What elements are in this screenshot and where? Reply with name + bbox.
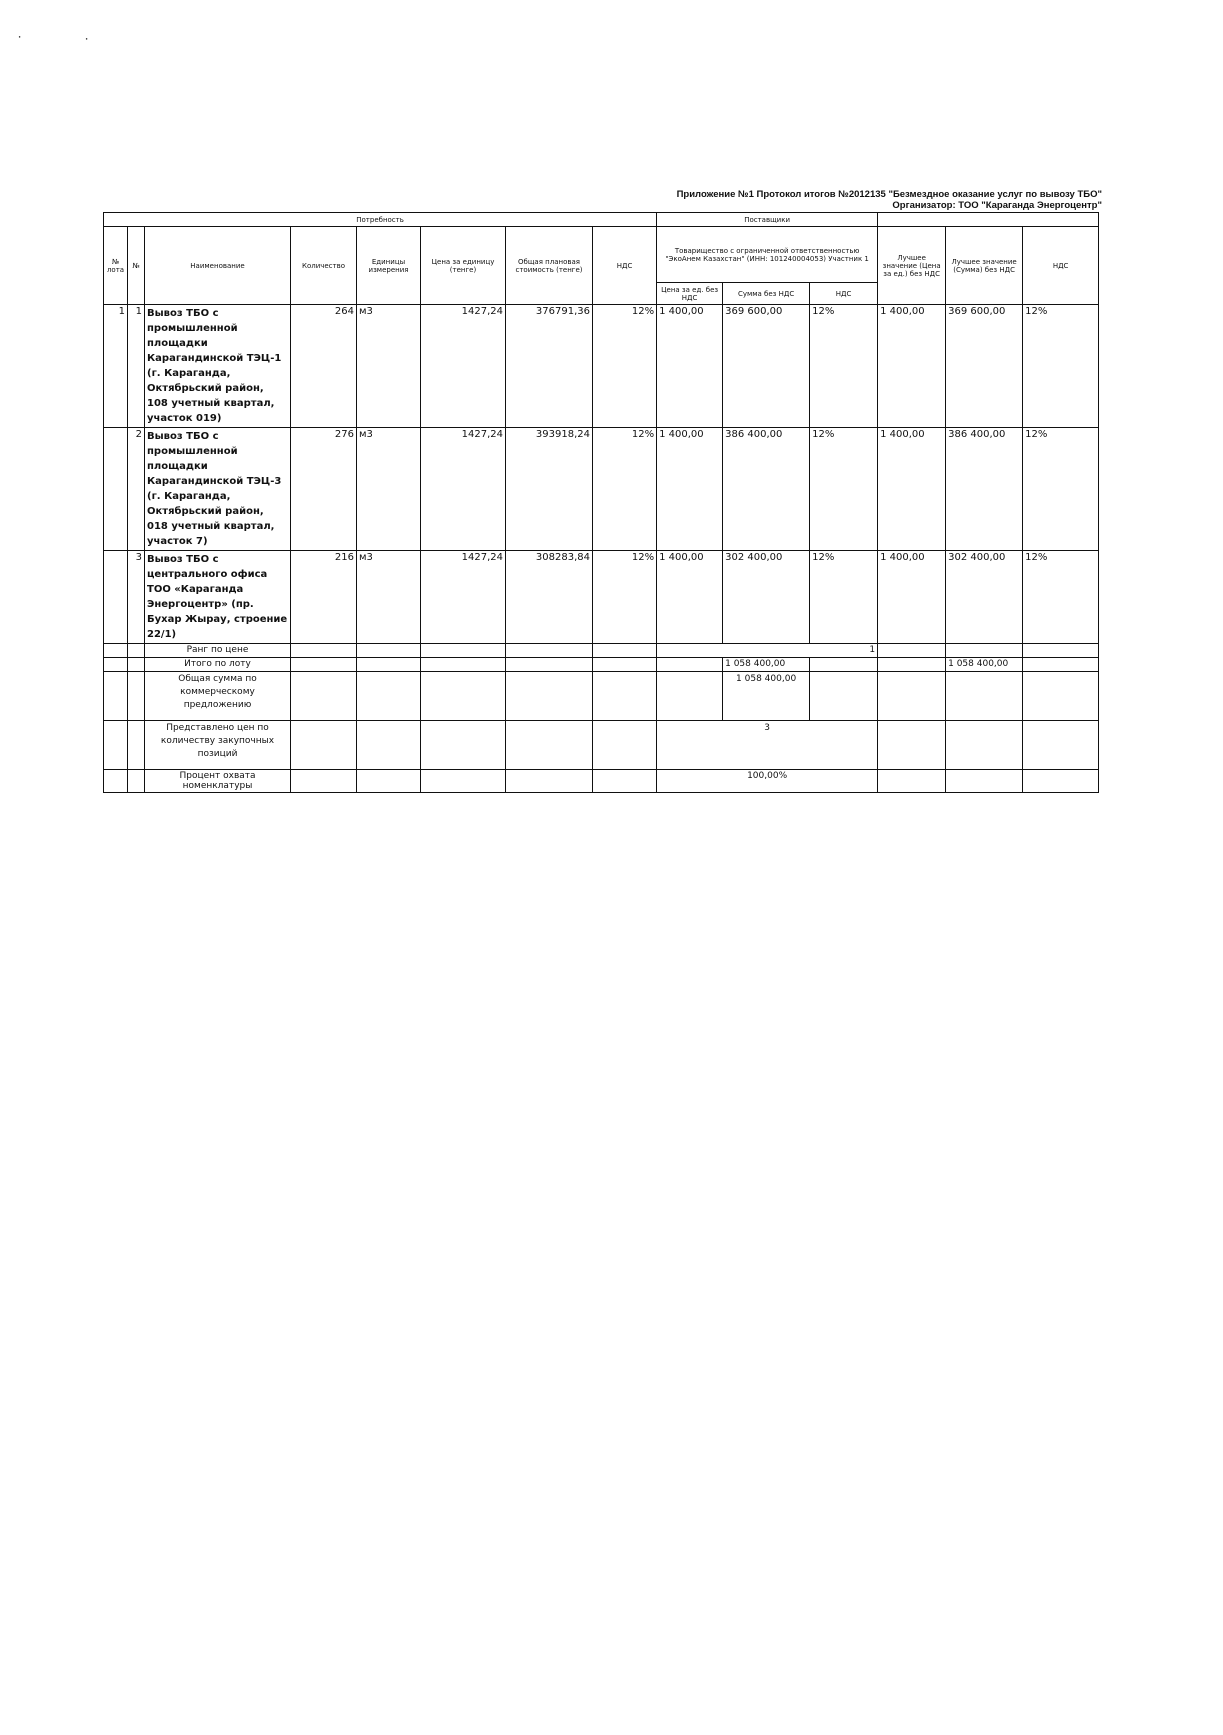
best-vat-cell: 12% — [1023, 305, 1099, 428]
best-vat-cell: 12% — [1023, 428, 1099, 551]
no-cell: 3 — [128, 551, 145, 644]
unit-price-header: Цена за единицу (тенге) — [421, 227, 506, 305]
no-cell: 1 — [128, 305, 145, 428]
best-price-header: Лучшее значение (Цена за ед.) без НДС — [878, 227, 946, 305]
rank-row — [104, 644, 1099, 658]
coverage-label: Процент охвата номенклатуры — [145, 770, 291, 793]
blank-group-header — [878, 213, 1099, 227]
qty-cell: 264 — [291, 305, 357, 428]
supplier-sum-cell: 369 600,00 — [723, 305, 810, 428]
best-price-cell: 1 400,00 — [878, 551, 946, 644]
qty-header: Количество — [291, 227, 357, 305]
lot-total-best: 1 058 400,00 — [946, 658, 1023, 672]
commercial-total-row — [104, 672, 1099, 721]
total-cost-header: Общая плановая стоимость (тенге) — [506, 227, 593, 305]
unit-price-cell: 1427,24 — [421, 428, 506, 551]
best-sum-cell: 369 600,00 — [946, 305, 1023, 428]
commercial-label: Общая сумма по коммерческому предложению — [145, 672, 291, 721]
column-header-row — [104, 227, 1099, 283]
lot-no-header: № лота — [104, 227, 128, 305]
name-cell: Вывоз ТБО с промышленной площадки Карагандинской ТЭЦ-1 (г. Караганда, Октябрьский район, 108 учетный квартал, участок 019) — [145, 305, 291, 428]
best-vat-cell: 12% — [1023, 551, 1099, 644]
supplier-vat-cell: 12% — [810, 428, 878, 551]
supplier-vat-header: НДС — [810, 283, 878, 305]
organizer-line: Организатор: ТОО "Караганда Энергоцентр" — [892, 200, 1102, 211]
supplier-price-cell: 1 400,00 — [657, 305, 723, 428]
rank-label: Ранг по цене — [145, 644, 291, 658]
unit-price-cell: 1427,24 — [421, 305, 506, 428]
scan-speck: ⸱ — [18, 30, 22, 44]
supplier-name-header: Товарищество с ограниченной ответственностью "ЭкоАнем Казахстан" (ИНН: 101240004053) Участник 1 — [657, 227, 878, 283]
lot-cell — [104, 551, 128, 644]
table-row — [104, 305, 1099, 428]
vat-cell: 12% — [593, 428, 657, 551]
lot-cell — [104, 428, 128, 551]
name-cell: Вывоз ТБО с промышленной площадки Карагандинской ТЭЦ-3 (г. Караганда, Октябрьский район, 018 учетный квартал, участок 7) — [145, 428, 291, 551]
total-cost-cell: 376791,36 — [506, 305, 593, 428]
best-sum-cell: 302 400,00 — [946, 551, 1023, 644]
best-sum-cell: 386 400,00 — [946, 428, 1023, 551]
positions-label: Представлено цен по количеству закупочных позиций — [145, 721, 291, 770]
name-cell: Вывоз ТБО с центрального офиса ТОО «Караганда Энергоцентр» (пр. Бухар Жырау, строение 22/1) — [145, 551, 291, 644]
vat-cell: 12% — [593, 551, 657, 644]
total-cost-cell: 393918,24 — [506, 428, 593, 551]
supplier-price-cell: 1 400,00 — [657, 551, 723, 644]
coverage-row — [104, 770, 1099, 793]
no-cell: 2 — [128, 428, 145, 551]
scan-speck: ⸱ — [85, 32, 89, 46]
unit-header: Единицы измерения — [357, 227, 421, 305]
qty-cell: 276 — [291, 428, 357, 551]
no-header: № — [128, 227, 145, 305]
need-group-header: Потребность — [104, 213, 657, 227]
positions-row — [104, 721, 1099, 770]
lot-total-label: Итого по лоту — [145, 658, 291, 672]
supplier-vat-cell: 12% — [810, 551, 878, 644]
lot-total-value: 1 058 400,00 — [723, 658, 810, 672]
positions-value: 3 — [657, 721, 878, 770]
best-sum-header: Лучшее значение (Сумма) без НДС — [946, 227, 1023, 305]
supplier-sum-cell: 302 400,00 — [723, 551, 810, 644]
supplier-price-cell: 1 400,00 — [657, 428, 723, 551]
vat-header: НДС — [593, 227, 657, 305]
supplier-vat-cell: 12% — [810, 305, 878, 428]
unit-cell: м3 — [357, 428, 421, 551]
vat-cell: 12% — [593, 305, 657, 428]
supplier-sum-cell: 386 400,00 — [723, 428, 810, 551]
best-vat-header: НДС — [1023, 227, 1099, 305]
commercial-value: 1 058 400,00 — [723, 672, 810, 721]
coverage-value: 100,00% — [657, 770, 878, 793]
unit-cell: м3 — [357, 551, 421, 644]
lot-total-row — [104, 658, 1099, 672]
table-row — [104, 551, 1099, 644]
unit-cell: м3 — [357, 305, 421, 428]
protocol-title: Приложение №1 Протокол итогов №2012135 "Безмездное оказание услуг по вывозу ТБО" — [676, 189, 1102, 200]
lot-cell: 1 — [104, 305, 128, 428]
name-header: Наименование — [145, 227, 291, 305]
best-price-cell: 1 400,00 — [878, 305, 946, 428]
table-row — [104, 428, 1099, 551]
total-cost-cell: 308283,84 — [506, 551, 593, 644]
price-no-vat-header: Цена за ед. без НДС — [657, 283, 723, 305]
best-price-cell: 1 400,00 — [878, 428, 946, 551]
group-header-row — [104, 213, 1099, 227]
sum-no-vat-header: Сумма без НДС — [723, 283, 810, 305]
qty-cell: 216 — [291, 551, 357, 644]
protocol-table — [103, 212, 1099, 793]
rank-value: 1 — [657, 644, 878, 658]
suppliers-group-header: Поставщики — [657, 213, 878, 227]
unit-price-cell: 1427,24 — [421, 551, 506, 644]
